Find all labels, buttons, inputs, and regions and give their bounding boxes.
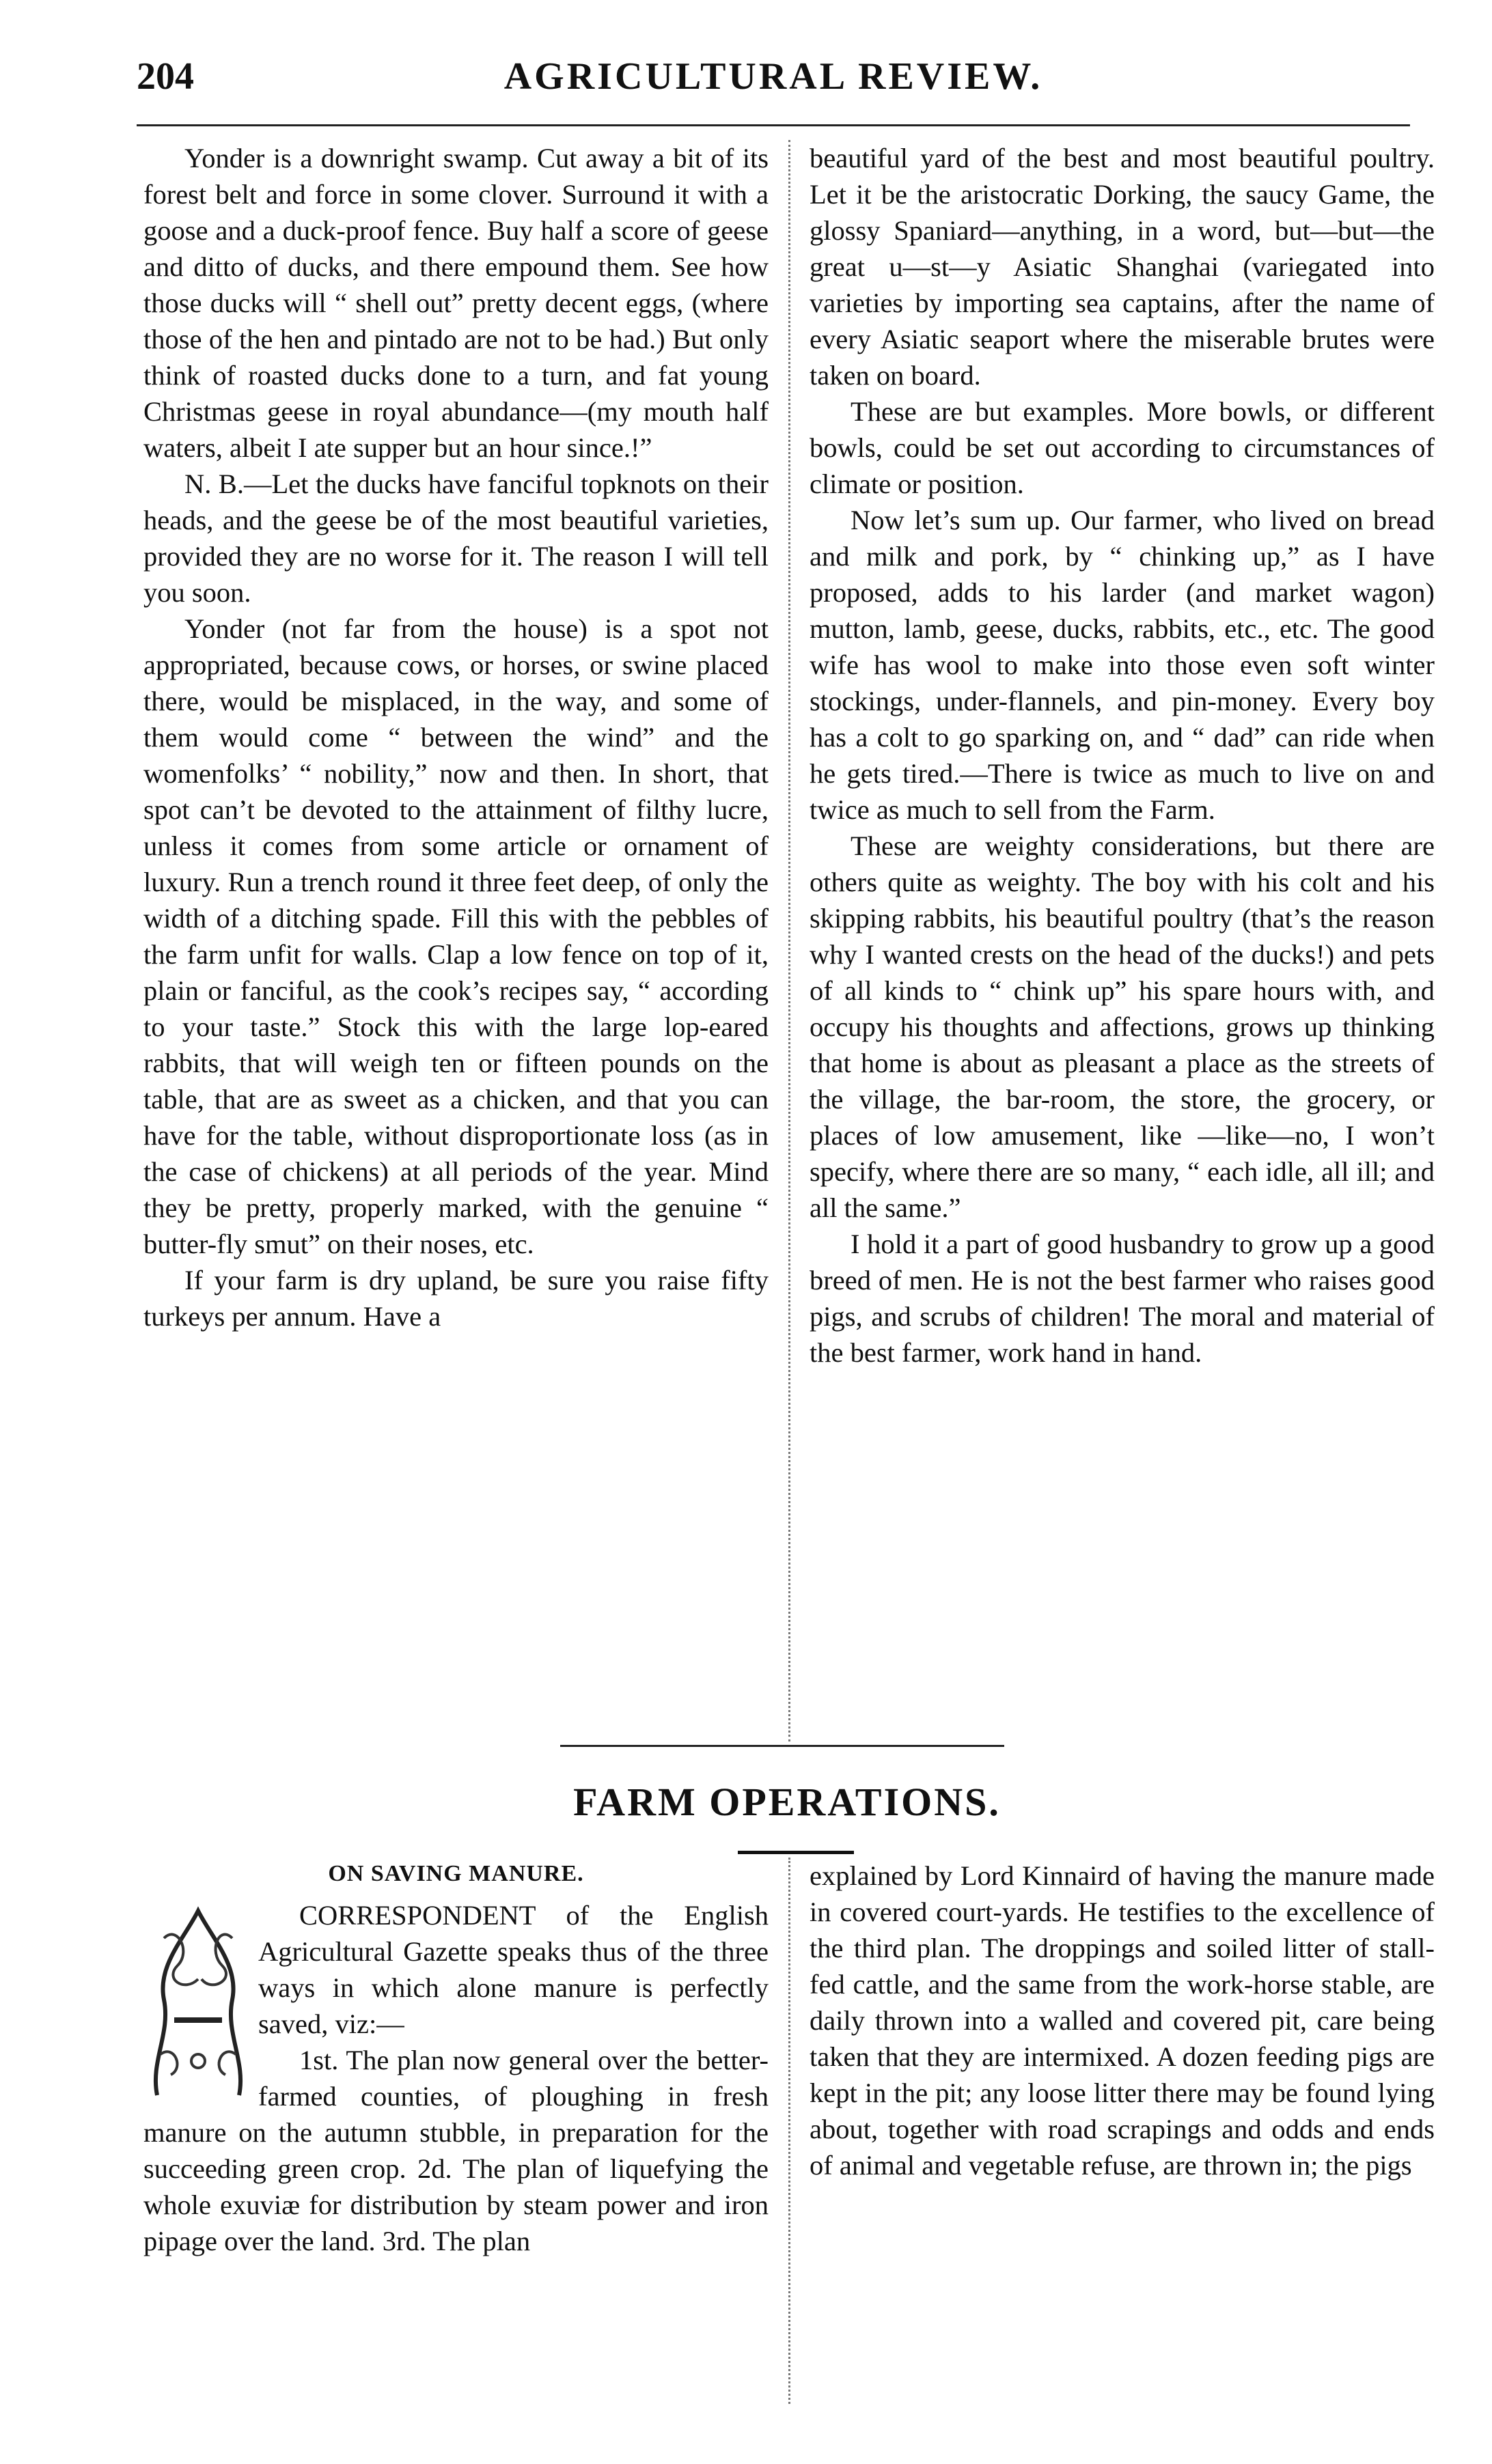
section-right-column (810, 1858, 1435, 2404)
right-column (810, 140, 1435, 1741)
paragraph: These are weighty considerations, but there are others quite as weighty. The boy with his colt and his skipping rabbits, his beautiful poultry (that’s the reason why I wanted crests on the head of the ducks!) and pets of all kinds to “ chink up” his spare hours with, and occupy his thoughts and affections, grows up thinking that home is about as pleasant a place as the streets of the village, the bar-room, the store, the grocery, or places of low amusement, like —like—no, I won’t specify, where there are so many, “ each idle, all ill; and all the same.” (810, 830, 1435, 1223)
section-rule (560, 1745, 1004, 1747)
paragraph: N. B.—Let the ducks have fanciful topknots on their heads, and the geese be of the most beautiful varieties, provided they are no worse for it. The reason I will tell you soon. (143, 468, 769, 608)
paragraph: These are but examples. More bowls, or different bowls, could be set out according to circumstances of climate or position. (810, 396, 1435, 499)
top-columns (143, 140, 1435, 1741)
page-header (137, 48, 1410, 116)
section-left-column (143, 1858, 769, 2404)
left-column (143, 140, 769, 1741)
article-subhead: ON SAVING MANURE. (328, 1861, 584, 1886)
ornamental-dropcap-icon (143, 1897, 253, 2102)
column-divider (788, 1858, 790, 2404)
column-divider (788, 140, 790, 1741)
paragraph: Yonder (not far from the house) is a spot not appropriated, because cows, or horses, or swine placed there, would be misplaced, in the way, and some of them would come “ between the wind” and the womenfolks’ “ nobility,” now and then. In short, that spot can’t be devoted to the attainment of filthy lucre, unless it comes from some article or ornament of luxury. Run a trench round it three feet deep, of only the width of a ditching spade. Fill this with the pebbles of the farm unfit for walls. Clap a low fence on top of it, plain or fanciful, as the cook’s recipes say, “ according to your taste.” Stock this with the large lop-eared rabbits, that will weigh ten or fifteen pounds on the table, that are as sweet as a chicken, and that you can have for the table, without disproportionate loss (as in the case of chickens) at all periods of the year. Mind they be pretty, properly marked, with the genuine “ butter-fly smut” on their noses, etc. (143, 613, 769, 1259)
header-rule (137, 124, 1410, 126)
intro-paragraph: CORRESPONDENT of the English Agricultural Gazette speaks thus of the three ways in which alone manure is perfectly saved, viz:— (258, 1900, 769, 2039)
page-number: 204 (137, 55, 194, 98)
title-rule (738, 1851, 854, 1854)
paragraph: I hold it a part of good husbandry to grow up a good breed of men. He is not the best farmer who raises good pigs, and scrubs of children! The moral and material of the best farmer, work hand in hand. (810, 1229, 1435, 1368)
paragraph: beautiful yard of the best and most beautiful poultry. Let it be the aristocratic Dorking, the saucy Game, the glossy Spaniard—anything, in a word, but—but—the great u—st—y Asiatic Shanghai (variegated into varieties by importing sea captains, after the name of every Asiatic seaport where the miserable brutes were taken on board. (810, 143, 1435, 391)
bottom-columns (143, 1858, 1435, 2404)
paragraph: Yonder is a downright swamp. Cut away a bit of its forest belt and force in some clover. Surround it with a goose and a duck-proof fence. Buy half a score of geese and ditto of ducks, and there empound them. See how those ducks will “ shell out” pretty decent eggs, (where those of the hen and pintado are not to be had.) But only think of roasted ducks done to a turn, and fat young Christmas geese in royal abundance—(my mouth half waters, albeit I ate supper but an hour since.!” (143, 143, 769, 463)
paragraph: 1st. The plan now general over the better-farmed counties, of ploughing in fresh manure on the autumn stubble, in preparation for the succeeding green crop. 2d. The plan of liquefying the whole exuviæ for distribution by steam power and iron pipage over the land. 3rd. The plan (143, 2045, 769, 2256)
paragraph: If your farm is dry upland, be sure you raise fifty turkeys per annum. Have a (143, 1265, 769, 1332)
paragraph: explained by Lord Kinnaird of having the manure made in covered court-yards. He testifies to the excellence of the third plan. The droppings and soiled litter of stall-fed cattle, and the same from the work-horse stable, are daily thrown into a walled and covered pit, care being taken that they are intermixed. A dozen feeding pigs are kept in the pit; any loose litter there may be found lying about, together with road scrapings and odds and ends of animal and vegetable refuse, are thrown in; the pigs (810, 1860, 1435, 2181)
dropcap-block (143, 1897, 769, 2042)
section-title: FARM OPERATIONS. (573, 1780, 1001, 1824)
running-head: AGRICULTURAL REVIEW. (503, 55, 1043, 98)
paragraph: Now let’s sum up. Our farmer, who lived on bread and milk and pork, by “ chinking up,” as I have proposed, adds to his larder (and market wagon) mutton, lamb, geese, ducks, rabbits, etc., etc. The good wife has wool to make into those even soft winter stockings, under-flannels, and pin-money. Every boy has a colt to go sparking on, and “ dad” can ride when he gets tired.—There is twice as much to live on and twice as much to sell from the Farm. (810, 505, 1435, 825)
